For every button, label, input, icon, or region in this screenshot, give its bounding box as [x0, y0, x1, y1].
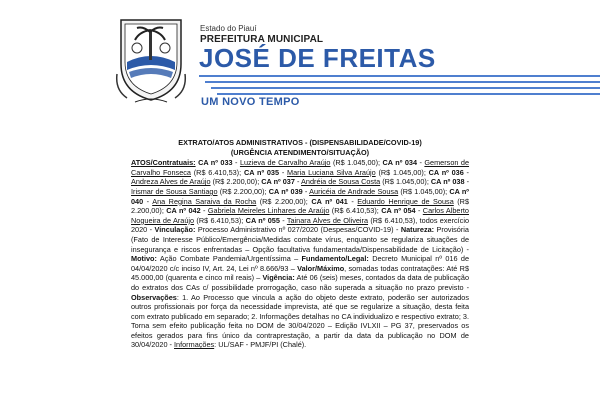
- contract-name: Andreza Alves de Araújo: [131, 177, 211, 187]
- valor-label: Valor/Máximo: [297, 263, 345, 273]
- document-title: EXTRATO/ATOS ADMINISTRATIVOS - (DISPENSABILIDADE/COVID-19): [178, 138, 422, 147]
- contract-entry: CA nº 036 - Andreza Alves de Araújo (R$ 2.200,00);: [131, 167, 469, 187]
- document-subtitle: (URGÊNCIA ATENDIMENTO/SITUAÇÃO): [230, 147, 370, 157]
- contract-entry: CA nº 040 - Ana Regina Saraiva da Rocha (R$ 2.200,00);: [131, 186, 469, 206]
- contract-value: (R$ 6.410,53);: [196, 215, 244, 225]
- vigencia-text: Até 06 (seis) meses, contados da data de publicação do extratos dos CAs c/ possibilidade prorrogação, caso não superada a situação no prazo previsto -: [131, 273, 470, 292]
- document-body: [131, 158, 469, 350]
- contract-name: Luzieva de Carvalho Araújo: [239, 158, 331, 168]
- observacoes-text: : 1. Ao Processo que vincula a ação do objeto deste extrato, poderão ser autorizados outros profissionais por força da necessidade imprevista, até que se regularize a situação, desta feita com extrato publicado em separado; 2. Informações detalhas no CA individualizo e respectivo extrato; 3. Torna sem efeito publicação feita no DOM de 30/04/2020 – Edição IVLXII – PG 37, preservados os efeitos gerados para fins único da contraprestação, a partir da data da publicação no DOM de 30/04/2020 -: [131, 292, 469, 350]
- contract-value: (R$ 1.045,00);: [332, 158, 381, 168]
- contract-entry: CA nº 038 - Irismar de Sousa Santiago (R$ 2.200,00);: [131, 177, 470, 196]
- contract-entry: CA nº 054 - Carlos Alberto Nogueira de Araújo (R$ 6.410,53);: [131, 206, 469, 225]
- contract-entry: CA nº 034 - Gemerson de Carvalho Fonseca (R$ 6.410,53);: [131, 158, 470, 177]
- contract-name: Andréia de Sousa Costa: [301, 177, 381, 187]
- contract-name: Ana Regina Saraiva da Rocha: [152, 196, 257, 206]
- contract-entry: CA nº 037 - Andréia de Sousa Costa (R$ 1.045,00);: [261, 177, 429, 187]
- contract-number: CA nº 038: [430, 177, 465, 187]
- contract-entry: CA nº 041 - Eduardo Henrique de Sousa (R$ 2.200,00);: [131, 196, 470, 216]
- contract-value: (R$ 2.200,00);: [259, 196, 308, 206]
- contract-name: Gemerson de Carvalho Fonseca: [131, 158, 470, 177]
- contract-name: Eduardo Henrique de Sousa: [357, 196, 454, 206]
- contract-entry: CA nº 055 - Tainara Alves de Oliveira (R$ 6.410,53),: [245, 215, 418, 225]
- contract-value: (R$ 2.200,00);: [219, 186, 267, 196]
- contract-name: Tainara Alves de Oliveira: [286, 215, 369, 225]
- contract-entry: CA nº 042 - Gabriela Meireles Linhares de Araújo (R$ 6.410,53);: [166, 206, 379, 216]
- contract-name: Maria Luciana Silva Araújo: [287, 167, 376, 177]
- natureza-text: Provisória (Fato de Interesse Público/Emergência/Medidas combate vírus, enquanto se regulariza situações de insegurança e riscos enfrentadas – Opção facultativa fundamentada/Dispensabilidade de Licitação) -: [131, 225, 469, 254]
- state-name: Estado do Piauí: [200, 24, 257, 33]
- contract-value: (R$ 6.410,53),: [370, 215, 418, 225]
- atos-label: ATOS/Contratuais:: [131, 158, 196, 168]
- contract-name: Gabriela Meireles Linhares de Araújo: [207, 206, 330, 216]
- natureza-label: Natureza:: [400, 225, 435, 235]
- contract-value: (R$ 2.200,00);: [131, 196, 470, 216]
- observacoes-label: Observações: [131, 292, 177, 302]
- prefeitura-label: PREFEITURA MUNICIPAL: [200, 34, 324, 45]
- fundamento-text: Decreto Municipal nº 016 de 04/04/2020 c/c inciso IV, Art. 24, Lei nº 8.666/93 –: [131, 254, 470, 273]
- contract-number: CA nº 040: [131, 186, 469, 206]
- contract-number: CA nº 036: [428, 167, 464, 177]
- contract-number: CA nº 035: [243, 167, 280, 177]
- extract-document: [131, 138, 469, 350]
- contracts-list: [131, 158, 469, 225]
- slogan: UM NOVO TEMPO: [201, 96, 300, 108]
- vinculacao-label: Vinculação:: [154, 225, 196, 235]
- header-stripes: [199, 73, 600, 97]
- contract-entry: CA nº 033 - Luzieva de Carvalho Araújo (R$ 1.045,00);: [198, 158, 381, 168]
- contract-value: (R$ 1.045,00);: [400, 186, 448, 196]
- vinculacao-text: Processo Administrativo nº 027/2020 (Despesas/COVID-19) -: [197, 225, 399, 235]
- contract-number: CA nº 037: [261, 177, 295, 187]
- after-contracts: todos exercício 2020 -: [131, 215, 470, 235]
- motivo-label: Motivo:: [131, 254, 157, 264]
- municipal-emblem-icon: [113, 14, 189, 104]
- contract-value: (R$ 1.045,00);: [382, 177, 429, 187]
- contract-entry: CA nº 035 - Maria Luciana Silva Araújo (R$ 1.045,00);: [243, 167, 426, 177]
- contract-value: (R$ 1.045,00);: [378, 167, 426, 177]
- vigencia-label: Vigência:: [262, 273, 295, 283]
- contract-number: CA nº 039: [268, 186, 303, 196]
- contract-value: (R$ 2.200,00);: [212, 177, 260, 187]
- contract-number: CA nº 054: [381, 206, 416, 216]
- motivo-text: Ação Combate Pandemia/Urgentíssima –: [159, 254, 299, 264]
- contract-value: (R$ 6.410,53);: [331, 206, 379, 216]
- contract-number: CA nº 041: [311, 196, 348, 206]
- informacoes-text: : UL/SAF - PMJF/PI (Chalé).: [214, 340, 307, 350]
- contract-number: CA nº 055: [245, 215, 280, 225]
- contract-name: Carlos Alberto Nogueira de Araújo: [131, 206, 469, 225]
- city-title: JOSÉ DE FREITAS: [199, 43, 436, 73]
- fundamento-label: Fundamento/Legal:: [301, 254, 369, 264]
- valor-text: , somadas todas contratações: Até R$ 45.000,00 (quarenta e cinco mil reais) –: [131, 263, 470, 283]
- contract-entry: CA nº 039 - Auricéia de Andrade Sousa (R$ 1.045,00);: [268, 186, 448, 196]
- informacoes-label: Informações: [174, 340, 215, 350]
- contract-number: CA nº 042: [166, 206, 201, 216]
- contract-name: Irismar de Sousa Santiago: [131, 186, 218, 196]
- page-header: [0, 0, 600, 120]
- contract-name: Auricéia de Andrade Sousa: [309, 186, 399, 196]
- contract-value: (R$ 6.410,53);: [193, 167, 242, 177]
- contract-number: CA nº 034: [382, 158, 418, 168]
- contract-number: CA nº 033: [198, 158, 233, 168]
